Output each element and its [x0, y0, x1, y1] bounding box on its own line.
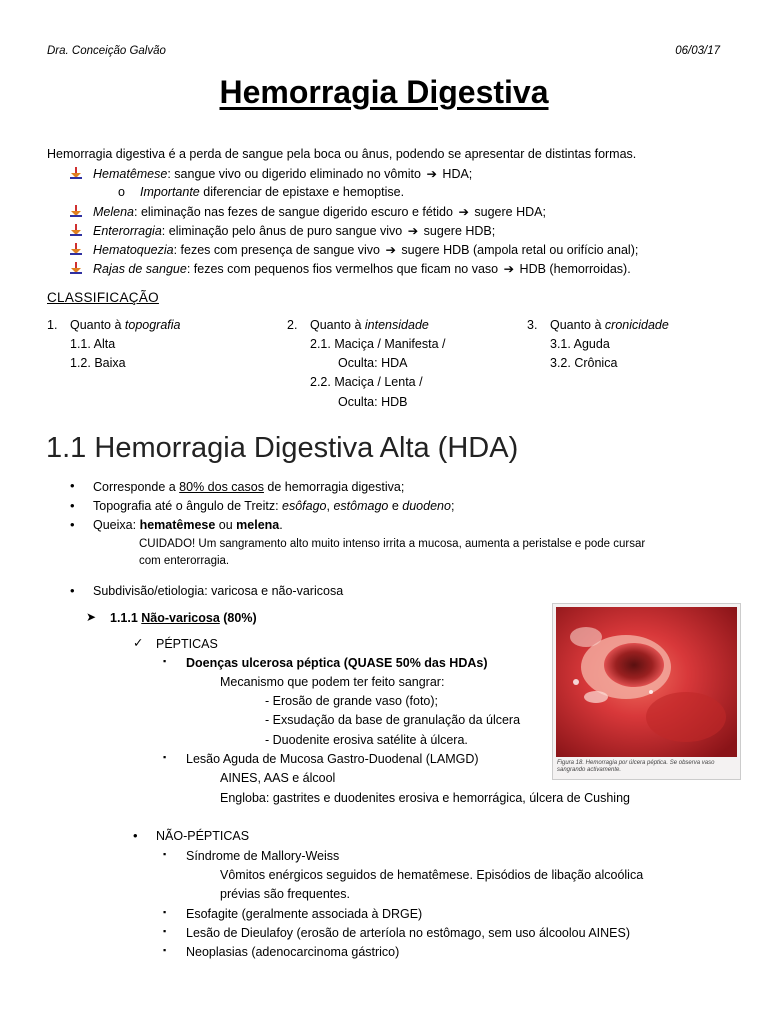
arrow-bullet-icon — [70, 262, 82, 274]
class-col2-item: Oculta: HDA — [338, 356, 408, 370]
lamgd-line1: AINES, AAS e álcool — [220, 771, 336, 785]
class-col1-item: 1.2. Baixa — [70, 356, 126, 370]
arrow-bullet-icon — [70, 243, 82, 255]
chevron-right-icon: ➤ — [86, 610, 97, 624]
arrow-bullet-icon — [70, 205, 82, 217]
sub-note: Importante diferenciar de epistaxe e hemoptise. — [140, 185, 405, 199]
section-heading-hda: 1.1 Hemorragia Digestiva Alta (HDA) — [46, 432, 519, 464]
hda-bullet-1: Corresponde a 80% dos casos de hemorragia digestiva; — [93, 480, 405, 494]
neoplasias: Neoplasias (adenocarcinoma gástrico) — [186, 945, 400, 959]
square-bullet-icon: ▪ — [163, 945, 167, 955]
mech-item: - Erosão de grande vaso (foto); — [265, 694, 439, 708]
author: Dra. Conceição Galvão — [47, 45, 166, 57]
class-col2-item: Oculta: HDB — [338, 395, 408, 409]
bullet-icon: • — [70, 517, 75, 532]
class-col2-item: 2.1. Maciça / Manifesta / — [310, 337, 446, 351]
date: 06/03/17 — [675, 45, 720, 57]
cuidado-note-line2: com enterorragia. — [139, 555, 230, 567]
esofagite: Esofagite (geralmente associada à DRGE) — [186, 907, 423, 921]
mallory-weiss-title: Síndrome de Mallory-Weiss — [186, 849, 340, 863]
definition-melena: Melena: eliminação nas fezes de sangue digerido escuro e fétido ➔ sugere HDA; — [93, 205, 546, 219]
square-bullet-icon: ▪ — [163, 656, 167, 666]
arrow-bullet-icon — [70, 167, 82, 179]
class-col1-title: Quanto à topografia — [70, 318, 181, 332]
mallory-weiss-line2: prévias são frequentes. — [220, 887, 350, 901]
mech-text: Mecanismo que podem ter feito sangrar: — [220, 675, 445, 689]
sub-note-marker: o — [118, 185, 125, 199]
definition-hematemese: Hematêmese: sangue vivo ou digerido eliminado no vômito ➔ HDA; — [93, 167, 473, 181]
class-col2-item: 2.2. Maciça / Lenta / — [310, 375, 423, 389]
dup-title: Doenças ulcerosa péptica (QUASE 50% das HDAs) — [186, 656, 488, 670]
arrow-right-icon: ➔ — [426, 167, 437, 181]
definition-rajas: Rajas de sangue: fezes com pequenos fios vermelhos que ficam no vaso ➔ HDB (hemorroidas). — [93, 262, 631, 276]
lamgd-title: Lesão Aguda de Mucosa Gastro-Duodenal (LAMGD) — [186, 752, 479, 766]
endoscopy-photo — [552, 603, 741, 780]
class-col1-item: 1.1. Alta — [70, 337, 116, 351]
hda-bullet-4: Subdivisão/etiologia: varicosa e não-varicosa — [93, 584, 344, 598]
hda-bullet-3: Queixa: hematêmese ou melena. — [93, 518, 283, 532]
square-bullet-icon: ▪ — [163, 926, 167, 936]
pepticas-label: PÉPTICAS — [156, 637, 218, 651]
cuidado-note-line1: CUIDADO! Um sangramento alto muito intenso irrita a mucosa, aumenta a peristalse e pode cursar — [139, 538, 646, 550]
mech-item: - Duodenite erosiva satélite à úlcera. — [265, 733, 468, 747]
mallory-weiss-line1: Vômitos enérgicos seguidos de hematêmese. Episódios de libação alcoólica — [220, 868, 644, 882]
square-bullet-icon: ▪ — [163, 907, 167, 917]
classificacao-heading: CLASSIFICAÇÃO — [47, 290, 159, 305]
bullet-icon: • — [70, 498, 75, 513]
page-title: Hemorragia Digestiva — [219, 74, 549, 110]
class-col2-title: Quanto à intensidade — [310, 318, 429, 332]
arrow-right-icon: ➔ — [385, 243, 396, 257]
arrow-right-icon: ➔ — [503, 262, 515, 276]
arrow-right-icon: ➔ — [458, 205, 469, 219]
checkmark-icon: ✓ — [133, 636, 144, 650]
class-col3-title: Quanto à cronicidade — [550, 318, 669, 332]
bullet-icon: • — [133, 828, 138, 843]
arrow-right-icon: ➔ — [407, 224, 419, 238]
dieulafoy: Lesão de Dieulafoy (erosão de arteríola no estômago, sem uso álcoolou AINES) — [186, 926, 631, 940]
hda-bullet-2: Topografia até o ângulo de Treitz: esôfago, estômago e duodeno; — [93, 499, 455, 513]
square-bullet-icon: ▪ — [163, 752, 167, 762]
class-col3-num: 3. — [527, 318, 538, 332]
nao-pepticas-label: NÃO-PÉPTICAS — [156, 829, 250, 843]
bullet-icon: • — [70, 478, 75, 493]
definition-enterorragia: Enterorragia: eliminação pelo ânus de puro sangue vivo ➔ sugere HDB; — [93, 224, 496, 238]
class-col3-item: 3.1. Aguda — [550, 337, 610, 351]
nonvaricose-label: 1.1.1 Não-varicosa (80%) — [110, 611, 257, 625]
class-col1-num: 1. — [47, 318, 58, 332]
mech-item: - Exsudação da base de granulação da úlcera — [265, 713, 521, 727]
intro-text: Hemorragia digestiva é a perda de sangue pela boca ou ânus, podendo se apresentar de distintas formas. — [47, 147, 637, 161]
square-bullet-icon: ▪ — [163, 849, 167, 859]
photo-caption: Figura 18. Hemorragia por úlcera péptica. Se observa vaso sangrando activamente. — [557, 760, 715, 773]
lamgd-line2: Engloba: gastrites e duodenites erosiva e hemorrágica, úlcera de Cushing — [220, 791, 630, 805]
class-col2-num: 2. — [287, 318, 298, 332]
arrow-bullet-icon — [70, 224, 82, 236]
ulcer-image-icon — [556, 607, 737, 757]
definition-hematoquezia: Hematoquezia: fezes com presença de sangue vivo ➔ sugere HDB (ampola retal ou orifício anal); — [93, 243, 639, 257]
bullet-icon: • — [70, 583, 75, 598]
class-col3-item: 3.2. Crônica — [550, 356, 618, 370]
